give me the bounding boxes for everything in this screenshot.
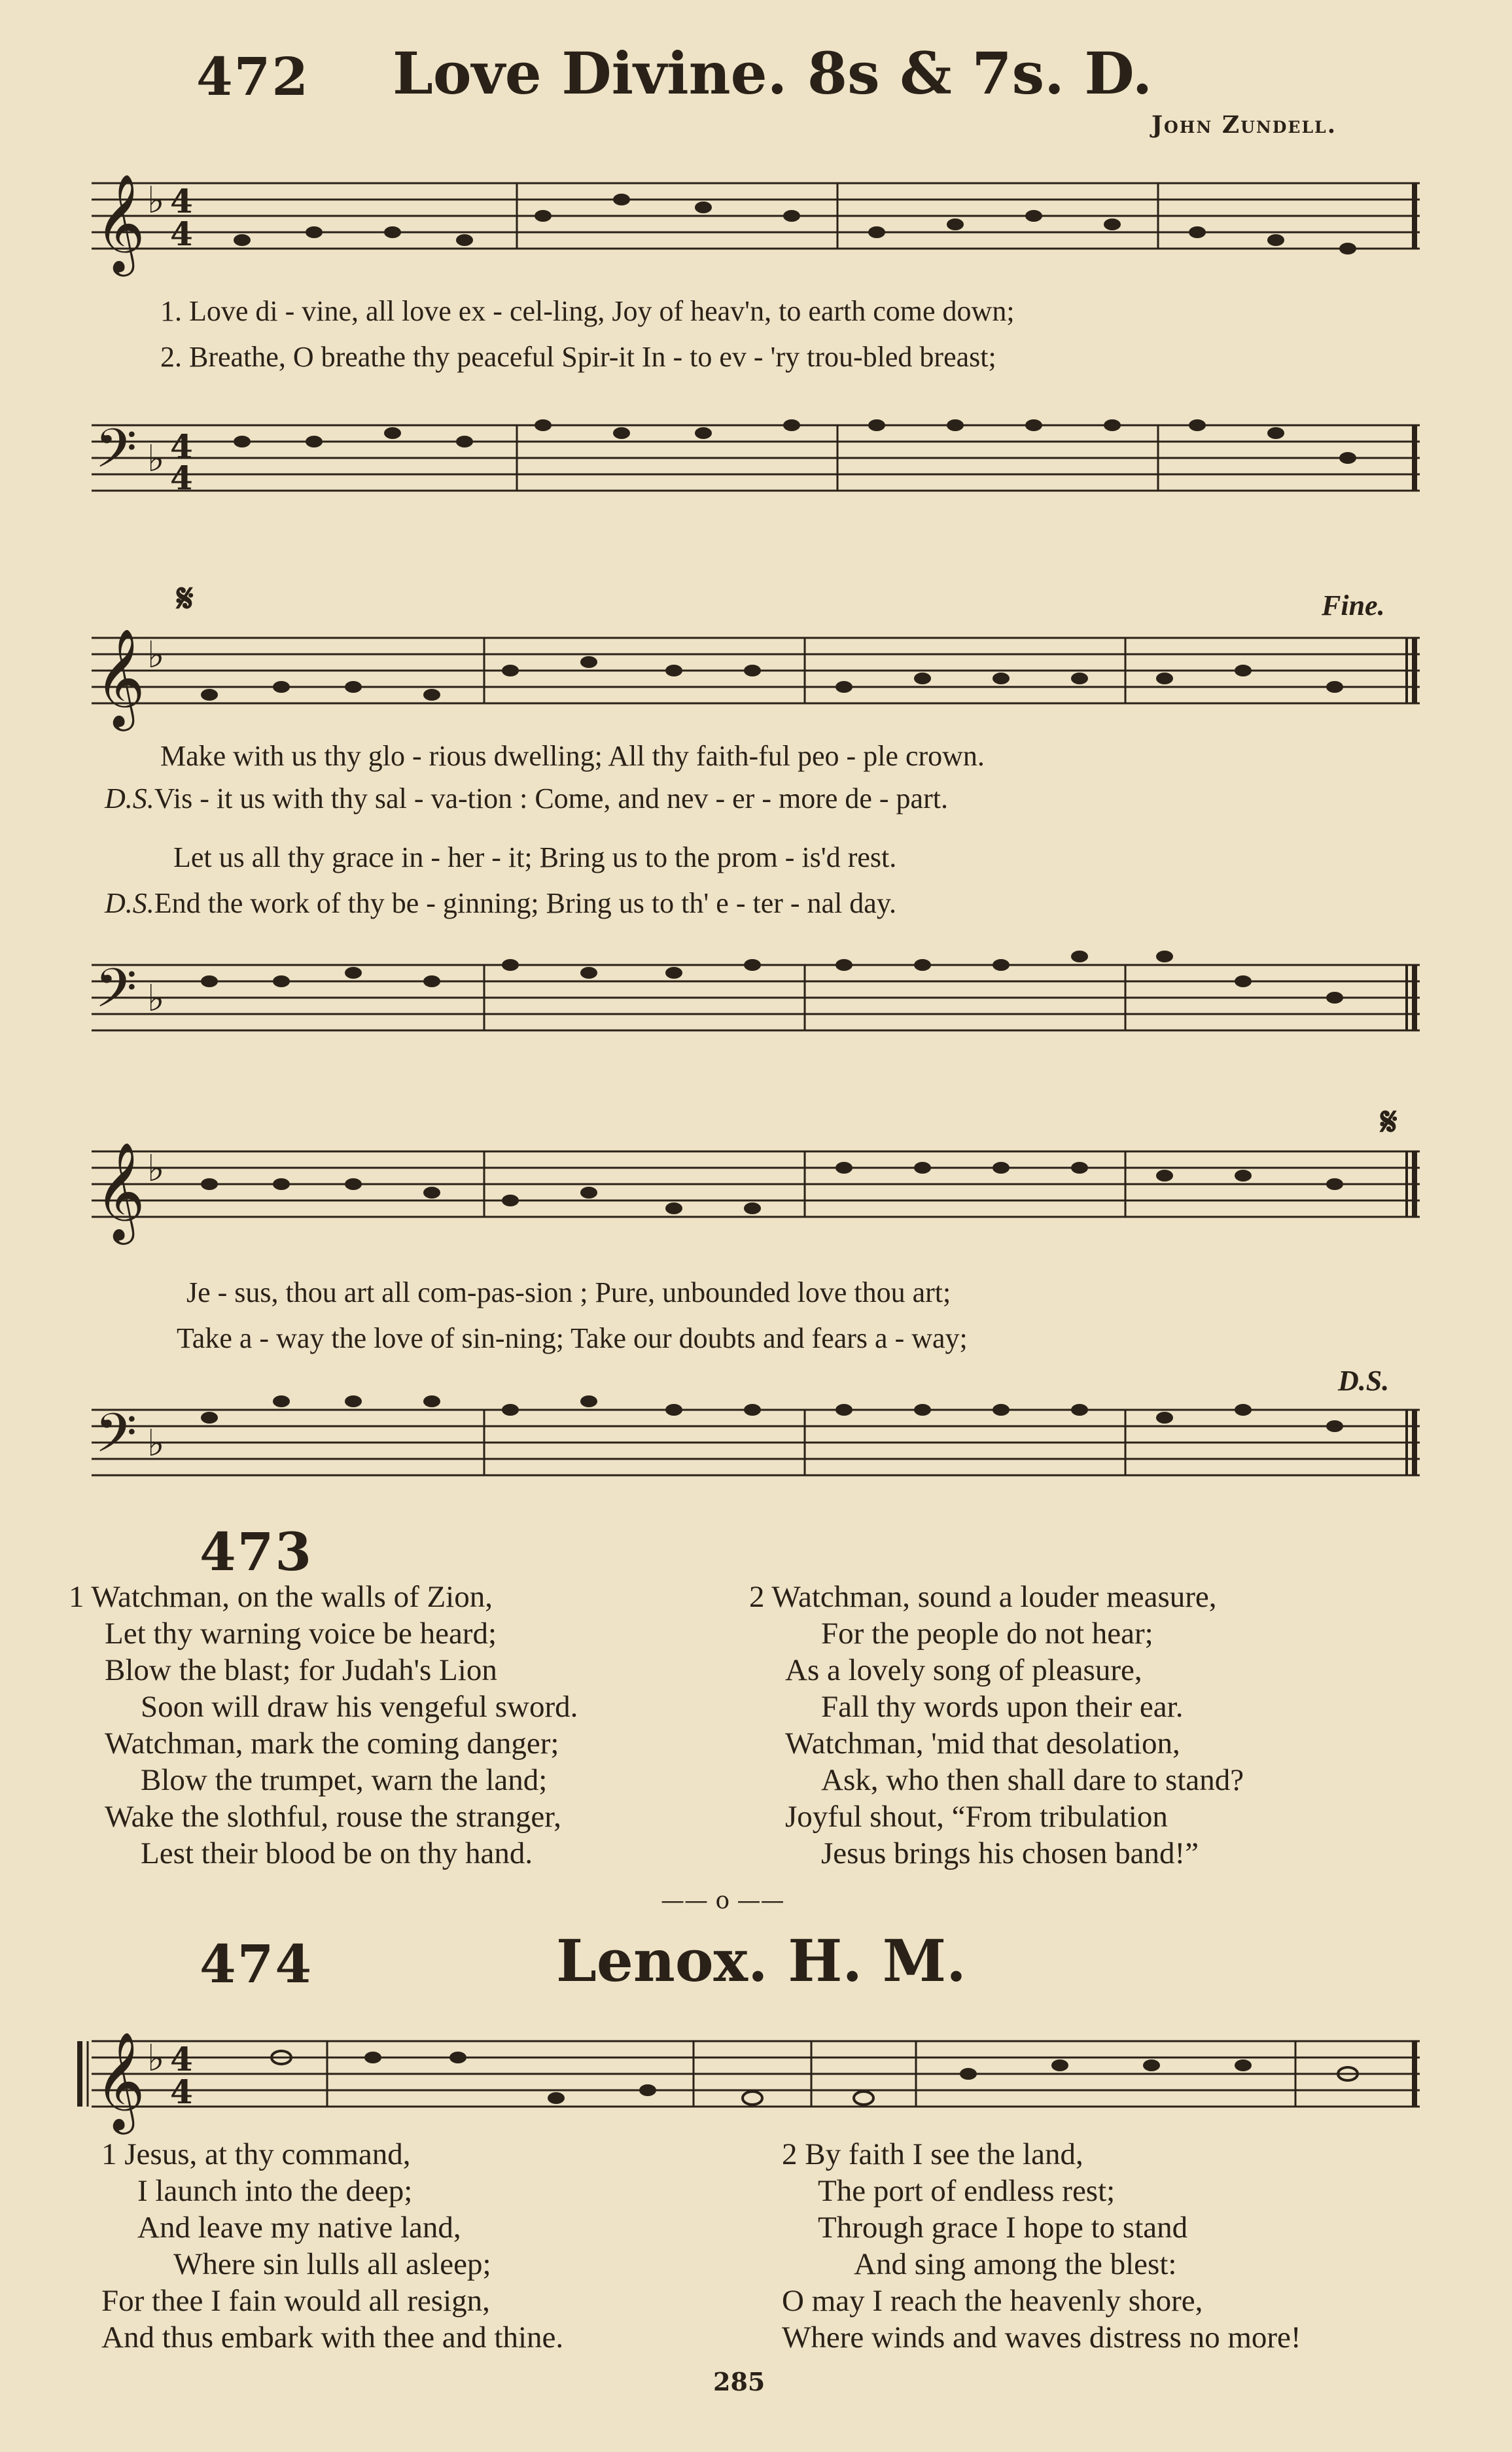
ds-mark: D.S. <box>105 782 154 814</box>
hymn-number-473: 473 <box>200 1521 313 1583</box>
verse-line: Jesus brings his chosen band!” <box>821 1836 1199 1870</box>
lyrics-472-row2-line2-group <box>105 782 948 815</box>
verse-line: 2 By faith I see the land, <box>782 2137 1083 2171</box>
lyrics-472-row1-verse2: 2. Breathe, O breathe thy peaceful Spir-it In - to ev - 'ry trou-bled breast; <box>160 341 996 373</box>
verse-line: Wake the slothful, rouse the stranger, <box>105 1800 561 1834</box>
svg-text:♭: ♭ <box>147 438 165 480</box>
lyrics-472-row2-line4: End the work of thy be - ginning; Bring us to th' e - ter - nal day. <box>154 887 896 919</box>
verse-line: Watchman, 'mid that desolation, <box>785 1726 1180 1760</box>
verse-line: For the people do not hear; <box>821 1617 1153 1651</box>
svg-text:𝄢: 𝄢 <box>95 1401 137 1478</box>
composer-472: John Zundell. <box>1152 111 1337 139</box>
hymn-474-stanza-1 <box>101 2136 563 2356</box>
ds-mark: D.S. <box>1338 1365 1390 1397</box>
svg-text:4: 4 <box>170 182 193 220</box>
fine-mark: Fine. <box>1322 589 1385 622</box>
svg-text:♭: ♭ <box>147 977 165 1020</box>
treble-staff-472-row3 <box>65 1115 1426 1253</box>
verse-line: Blow the trumpet, warn the land; <box>141 1763 548 1797</box>
svg-text:𝄞: 𝄞 <box>95 1141 145 1240</box>
svg-text:4: 4 <box>170 2073 193 2111</box>
treble-staff-472-row2 <box>65 599 1426 736</box>
hymn-473-stanza-1 <box>69 1579 578 1872</box>
verse-line: I launch into the deep; <box>137 2174 413 2208</box>
svg-text:𝄢: 𝄢 <box>95 417 137 493</box>
svg-text:4: 4 <box>170 427 193 466</box>
verse-line: And thus embark with thee and thine. <box>101 2321 564 2355</box>
svg-text:♭: ♭ <box>147 634 165 676</box>
segno-icon: 𝄋 <box>1380 1099 1398 1145</box>
treble-staff-474 <box>65 2015 1426 2139</box>
svg-text:𝄞: 𝄞 <box>95 627 145 727</box>
lyrics-472-row2-line4-group <box>105 886 896 920</box>
hymn-474-stanza-2 <box>782 2136 1301 2356</box>
verse-line: O may I reach the heavenly shore, <box>782 2284 1203 2318</box>
verse-line: Lest their blood be on thy hand. <box>141 1836 533 1870</box>
segno-icon: 𝄋 <box>177 576 194 622</box>
verse-line: And leave my native land, <box>137 2211 461 2245</box>
svg-text:𝄞: 𝄞 <box>95 2031 145 2130</box>
lyrics-472-row3-line1: Je - sus, thou art all com-pas-sion ; Pure, unbounded love thou art; <box>186 1276 951 1308</box>
verse-line: Where winds and waves distress no more! <box>782 2321 1301 2355</box>
hymn-473-stanza-2 <box>749 1579 1244 1872</box>
verse-line: 1 Watchman, on the walls of Zion, <box>69 1580 493 1614</box>
verse-line: Watchman, mark the coming danger; <box>105 1726 559 1760</box>
verse-line: Ask, who then shall dare to stand? <box>821 1763 1244 1797</box>
svg-text:𝄞: 𝄞 <box>95 173 145 272</box>
verse-line: And sing among the blest: <box>854 2247 1177 2281</box>
svg-text:♭: ♭ <box>147 1147 165 1190</box>
verse-line: Joyful shout, “From tribulation <box>785 1800 1168 1834</box>
ds-mark: D.S. <box>105 887 154 919</box>
hymn-number-474: 474 <box>200 1933 313 1995</box>
verse-line: Let thy warning voice be heard; <box>105 1617 497 1651</box>
verse-line: Through grace I hope to stand <box>818 2211 1188 2245</box>
verse-line: Blow the blast; for Judah's Lion <box>105 1653 497 1687</box>
verse-line: Fall thy words upon their ear. <box>821 1690 1184 1724</box>
hymn-title-474: Lenox. H. M. <box>556 1927 966 1995</box>
bass-staff-472-row1 <box>65 386 1426 530</box>
verse-line: 2 Watchman, sound a louder measure, <box>749 1580 1217 1614</box>
bass-staff-472-row3 <box>65 1374 1426 1505</box>
lyrics-472-row1-verse1: 1. Love di - vine, all love ex - cel-ling, Joy of heav'n, to earth come down; <box>160 295 1015 327</box>
verse-line: Where sin lulls all asleep; <box>173 2247 491 2281</box>
lyrics-472-row3-line2: Take a - way the love of sin-ning; Take our doubts and fears a - way; <box>177 1322 968 1354</box>
section-separator: —— o —— <box>661 1887 784 1914</box>
verse-line: As a lovely song of pleasure, <box>785 1653 1142 1687</box>
treble-staff-472-row1 <box>65 147 1426 278</box>
svg-text:𝄢: 𝄢 <box>95 956 137 1033</box>
svg-text:♭: ♭ <box>147 1422 165 1465</box>
svg-text:4: 4 <box>170 459 193 497</box>
lyrics-472-row2-line1: Make with us thy glo - rious dwelling; All thy faith-ful peo - ple crown. <box>160 740 985 772</box>
verse-line: Soon will draw his vengeful sword. <box>141 1690 578 1724</box>
svg-text:♭: ♭ <box>147 2037 165 2080</box>
page-number: 285 <box>713 2367 765 2396</box>
verse-line: The port of endless rest; <box>818 2174 1116 2208</box>
lyrics-472-row2-line3: Let us all thy grace in - her - it; Bring us to the prom - is'd rest. <box>173 841 897 873</box>
lyrics-472-row2-line2: Vis - it us with thy sal - va-tion : Come, and nev - er - more de - part. <box>154 782 948 814</box>
bass-staff-472-row2 <box>65 929 1426 1060</box>
hymn-number-472: 472 <box>196 46 309 107</box>
svg-text:4: 4 <box>170 2040 193 2078</box>
hymn-title-472: Love Divine. 8s & 7s. D. <box>393 39 1153 107</box>
svg-text:4: 4 <box>170 215 193 253</box>
verse-line: For thee I fain would all resign, <box>101 2284 490 2318</box>
svg-text:♭: ♭ <box>147 179 165 222</box>
verse-line: 1 Jesus, at thy command, <box>101 2137 411 2171</box>
